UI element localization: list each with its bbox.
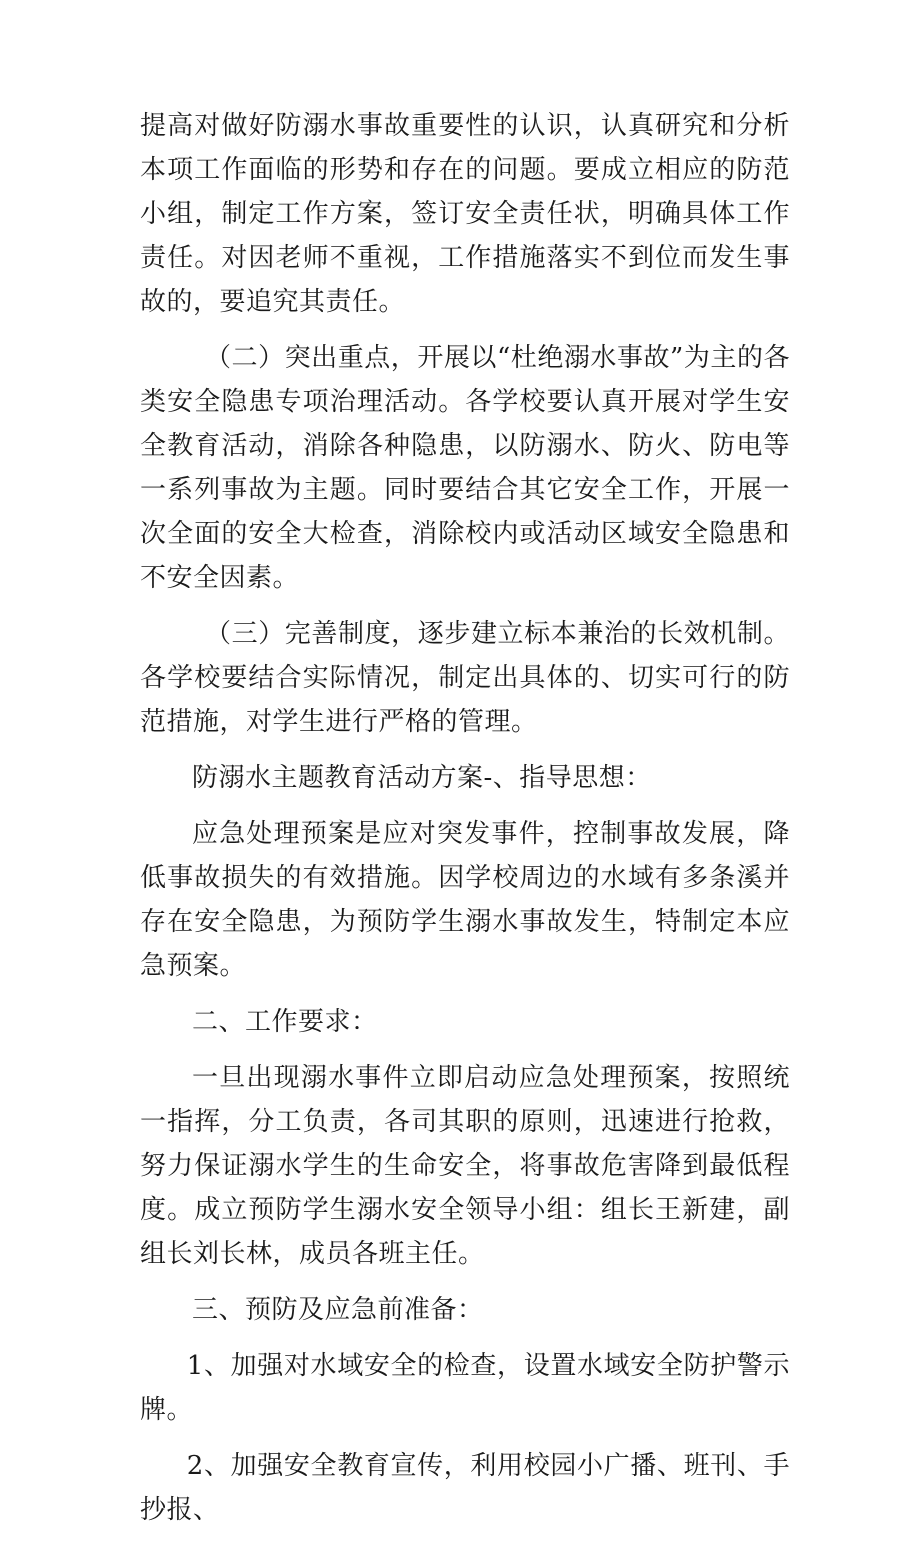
paragraph-section-two: （二）突出重点，开展以“杜绝溺水事故”为主的各类安全隐患专项治理活动。各学校要认真开展对学生安全教育活动，消除各种隐患，以防溺水、防火、防电等一系列事故为主题。同时要结合其它安全工作，开展一次全面的安全大检查，消除校内或活动区域安全隐患和不安全因素。 bbox=[140, 343, 790, 593]
list-item-2: 2、加强安全教育宣传，利用校园小广播、班刊、手抄报、 bbox=[140, 1451, 790, 1525]
paragraph-emergency-response: 一旦出现溺水事件立即启动应急处理预案，按照统一指挥，分工负责，各司其职的原则，迅速进行抢救，努力保证溺水学生的生命安全，将事故危害降到最低程度。成立预防学生溺水安全领导小组：组长王新建，副组长刘长林，成员各班主任。 bbox=[140, 1063, 790, 1269]
heading-guiding-ideology: 防溺水主题教育活动方案-、指导思想： bbox=[192, 763, 652, 793]
list-item-1: 1、加强对水域安全的检查，设置水域安全防护警示牌。 bbox=[140, 1351, 790, 1425]
paragraph-continued: 提高对做好防溺水事故重要性的认识，认真研究和分析本项工作面临的形势和存在的问题。要成立相应的防范小组，制定工作方案，签订安全责任状，明确具体工作责任。对因老师不重视，工作措施落实不到位而发生事故的，要追究其责任。 bbox=[140, 111, 790, 317]
paragraph-section-three: （三）完善制度，逐步建立标本兼治的长效机制。各学校要结合实际情况，制定出具体的、切实可行的防范措施，对学生进行严格的管理。 bbox=[140, 619, 790, 737]
document-body bbox=[140, 104, 790, 1544]
heading-work-requirements: 二、工作要求： bbox=[192, 1007, 378, 1037]
heading-prevention-preparation: 三、预防及应急前准备： bbox=[192, 1295, 484, 1325]
paragraph-emergency-plan: 应急处理预案是应对突发事件，控制事故发展，降低事故损失的有效措施。因学校周边的水域有多条溪并存在安全隐患，为预防学生溺水事故发生，特制定本应急预案。 bbox=[140, 819, 790, 981]
